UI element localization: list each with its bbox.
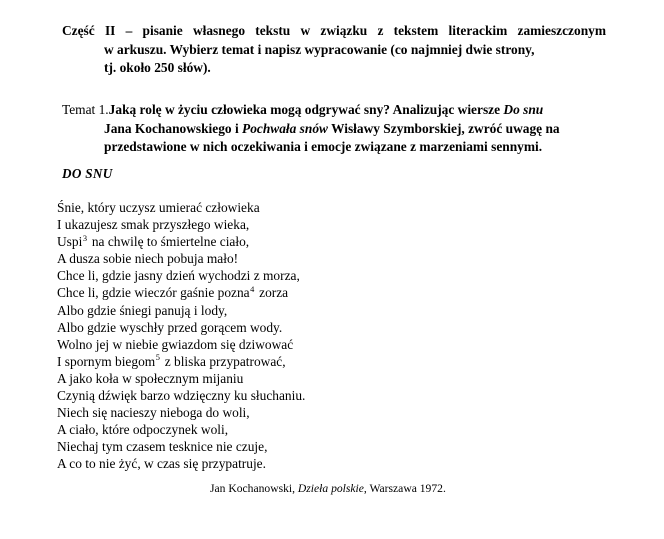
poem-verse [57,421,305,438]
topic-line-1 [62,101,606,120]
footnote-marker: 3 [82,233,87,243]
verse-text: Uspi [57,234,83,250]
verse-text: Albo gdzie śniegi panują i lody, [57,302,228,318]
verse-text: Chce li, gdzie wieczór gaśnie pozna [57,285,250,301]
poem-verse [57,250,305,267]
verse-text: A dusza sobie niech pobuja mało! [57,251,239,267]
part-heading-line-2: w arkuszu. Wybierz temat i napisz wypracowanie (co najmniej dwie strony, [104,41,535,57]
verse-text: I spornym biegom [57,353,156,369]
footnote-marker: 5 [155,353,160,363]
poem-verse [57,438,305,455]
poem-verse [57,267,305,284]
attribution-author: Jan Kochanowski, [210,482,298,495]
footnote-marker: 4 [250,285,255,294]
attribution-work: Dzieła polskie [297,482,364,495]
poem-verse [57,284,305,301]
topic-work-title-2: Pochwała snów [242,120,328,136]
topic-line-1-text: Jaką rolę w życiu człowieka mogą odgrywać sny? Analizując wiersze [108,102,504,117]
verse-text: Wolno jej w niebie gwiazdom się dziwować [57,336,294,352]
poem-verse [57,387,305,404]
verse-text: Niechaj tym czasem tesknice nie czuje, [57,439,268,455]
topic-label: Temat 1. [62,102,109,117]
verse-text: A jako koła w społecznym mijaniu [57,370,244,386]
poem-verse [57,319,305,336]
poem-verse [57,199,305,216]
poem-verse [57,455,305,472]
verse-text: Niech się nacieszy nieboga do woli, [57,405,250,421]
topic-work-title-1: Do snu [503,102,544,117]
poem-verse [57,404,305,421]
part-heading [62,22,606,78]
poem-verse [57,233,305,250]
poem-verse [57,216,305,233]
topic-line-2-text-b: Wisławy Szymborskiej, zwróć uwagę na [327,120,560,136]
poem-verse [57,302,305,319]
verse-text: A ciało, które odpoczynek woli, [57,422,229,438]
verse-text: Chce li, gdzie jasny dzień wychodzi z morza, [57,268,300,284]
verse-text-continued: na chwilę to śmiertelne ciało, [88,234,250,250]
part-heading-line-1: Część II – pisanie własnego tekstu w związku z tekstem literackim zamieszczonym [62,23,606,38]
topic-block [62,101,606,157]
verse-text: Śnie, który uczysz umierać człowieka [57,200,260,215]
verse-text: I ukazujesz smak przyszłego wieka, [57,217,250,233]
part-heading-line-3: tj. około 250 słów). [104,60,211,75]
topic-line-3: przedstawione w nich oczekiwania i emocje związane z marzeniami sennymi. [104,139,543,155]
verse-text-continued: z bliska przypatrować, [161,353,286,369]
verse-text: Czynią dźwięk barzo wdzięczny ku słuchaniu. [57,388,306,404]
poem-body [57,199,305,473]
verse-text: A co to nie żyć, w czas się przypatruje. [57,456,266,472]
verse-text-continued: zorza [255,285,289,301]
poem-title: DO SNU [62,166,113,181]
poem-verse [57,336,305,353]
attribution [210,482,446,495]
verse-text: Albo gdzie wyschły przed gorącem wody. [57,319,283,335]
poem-verse [57,370,305,387]
attribution-publication: , Warszawa 1972. [363,482,446,495]
topic-line-2 [62,120,606,139]
poem-verse [57,353,305,370]
topic-line-2-text-a: Jana Kochanowskiego i [104,120,243,136]
